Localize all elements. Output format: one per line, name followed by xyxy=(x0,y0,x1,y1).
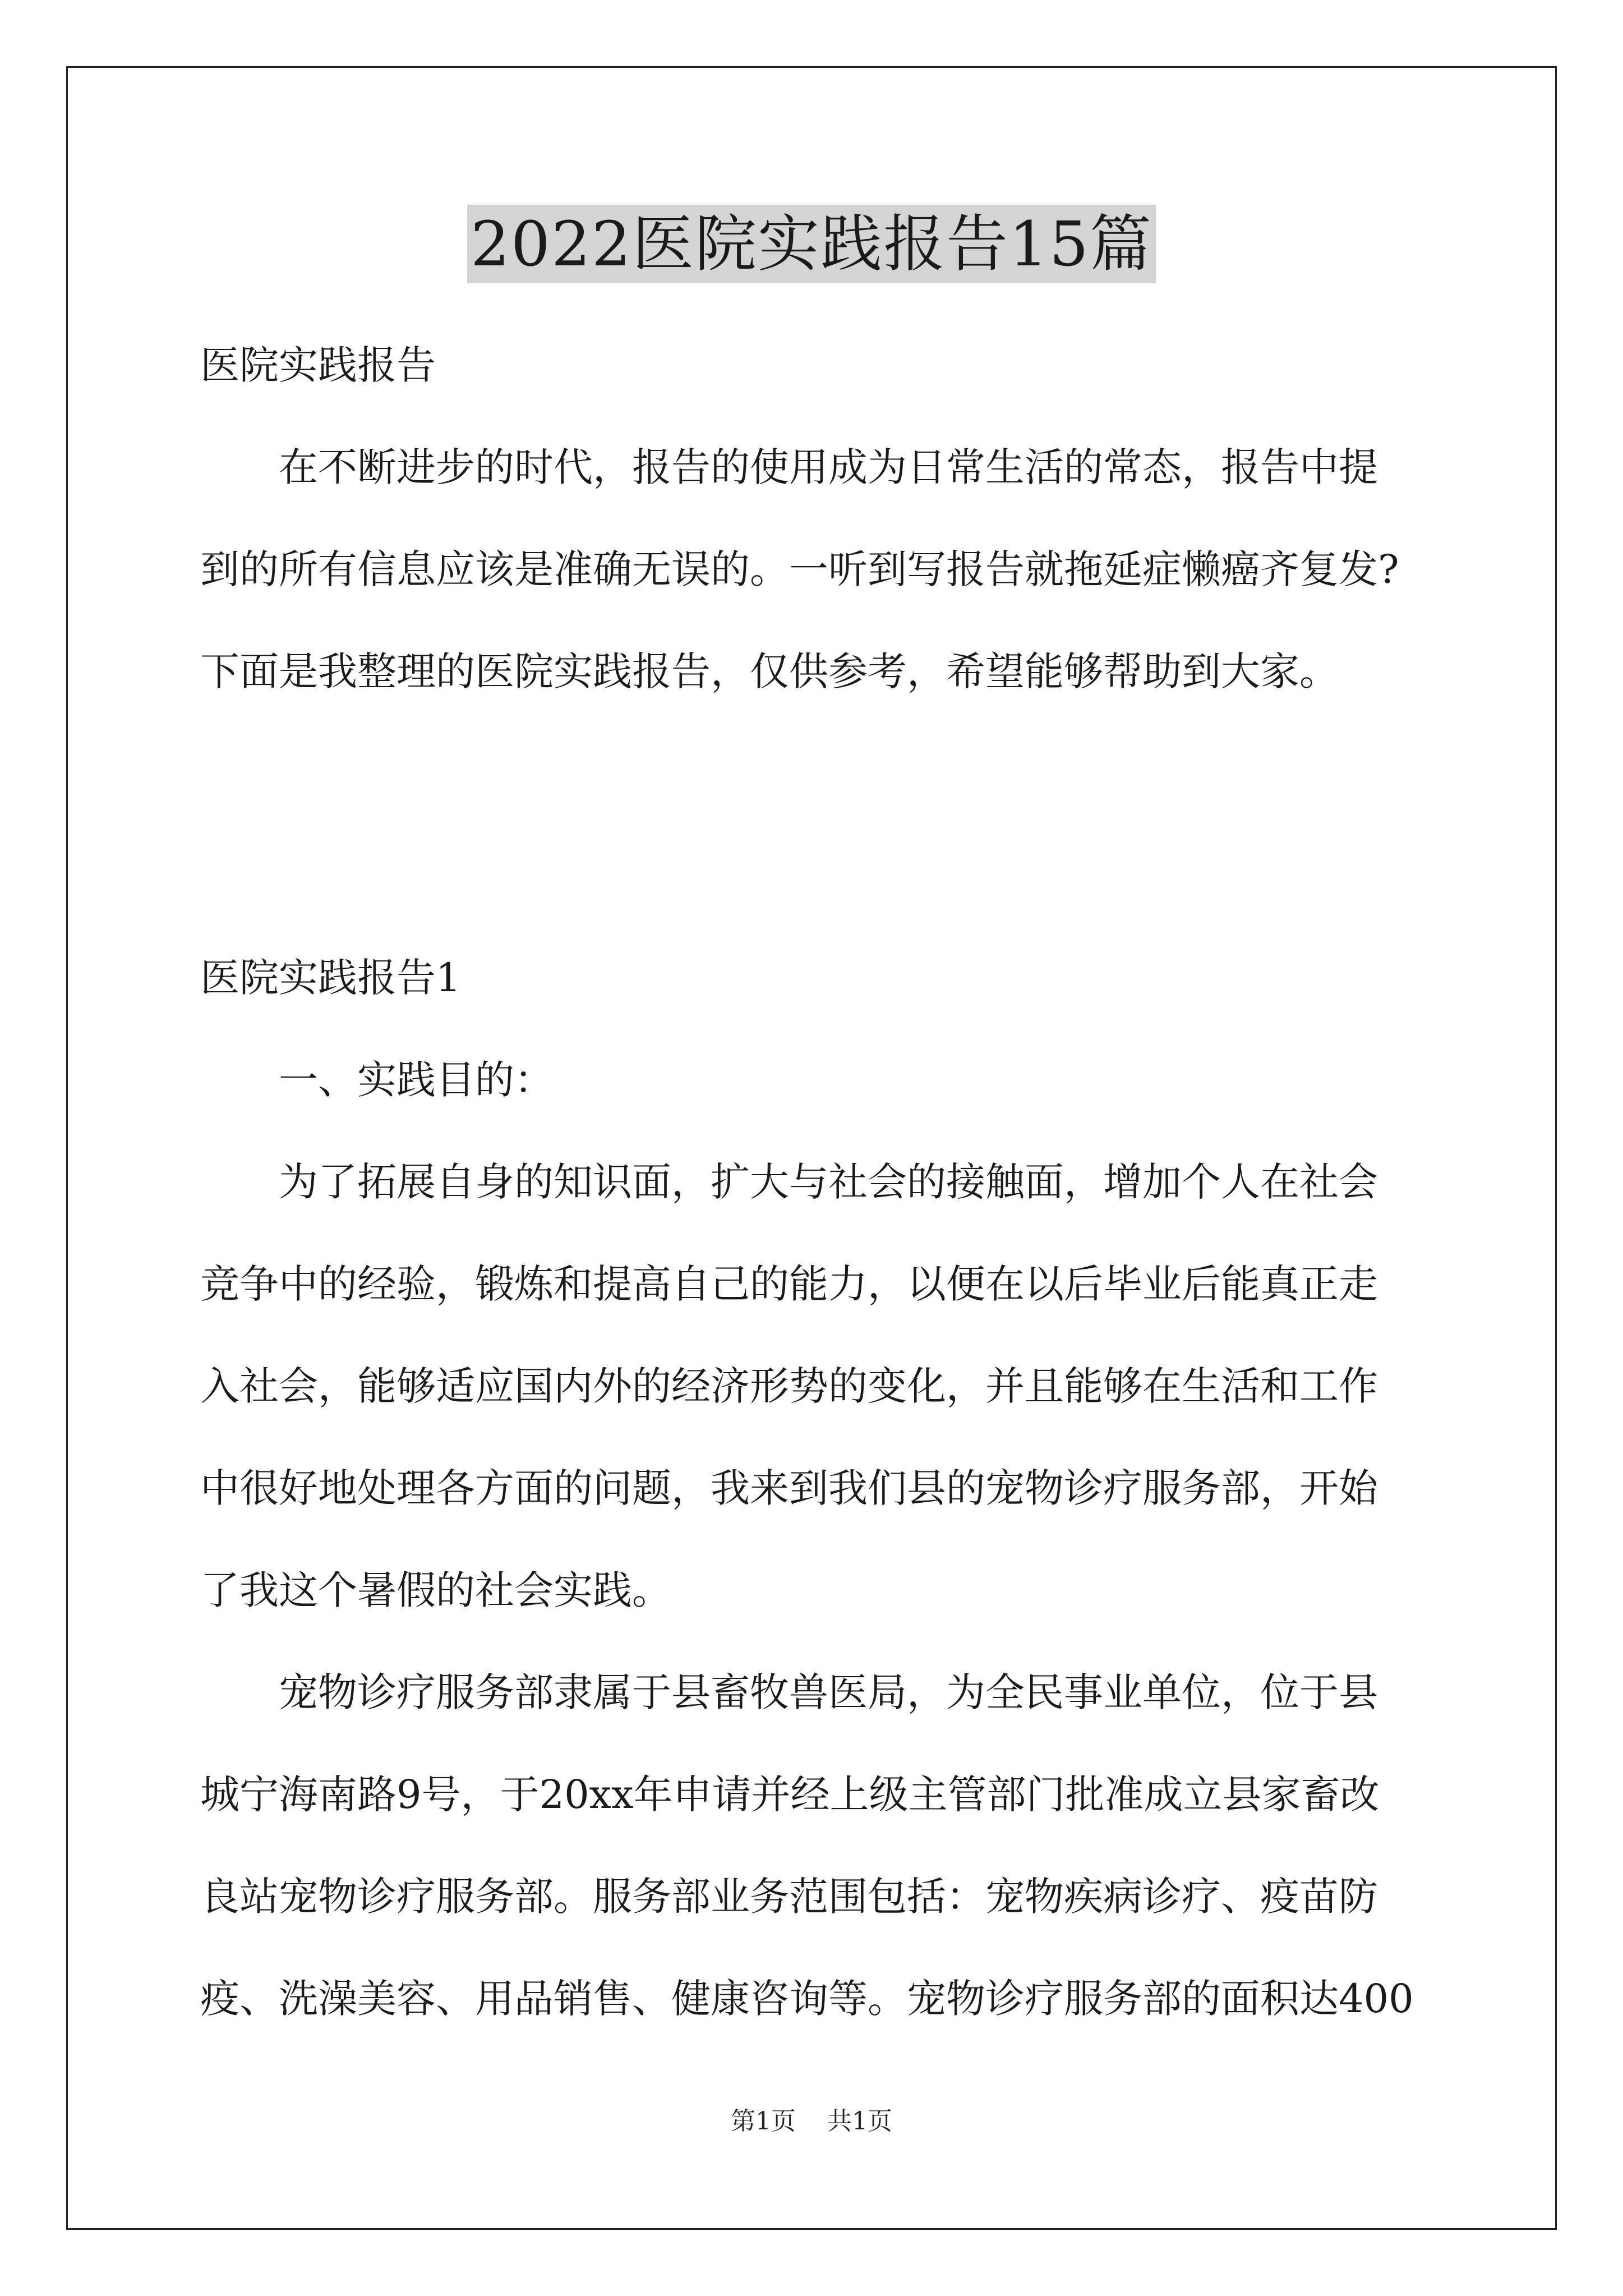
org-line-1: 宠物诊疗服务部隶属于县畜牧兽医局，为全民事业单位，位于县 xyxy=(279,1669,1378,1715)
page-number: 第1页 共1页 xyxy=(731,2107,892,2136)
purpose-heading: 一、实践目的： xyxy=(279,1057,554,1103)
section-heading: 医院实践报告 xyxy=(200,342,436,388)
org-line-2: 城宁海南路9号，于20xx年申请并经上级主管部门批准成立县家畜改 xyxy=(200,1772,1380,1818)
document-body xyxy=(200,314,1434,2050)
intro-line-2: 到的所有信息应该是准确无误的。一听到写报告就拖延症懒癌齐复发? xyxy=(200,546,1399,592)
org-line-4: 疫、洗澡美容、用品销售、健康咨询等。宠物诊疗服务部的面积达400 xyxy=(200,1976,1414,2022)
page-footer xyxy=(0,2101,1623,2137)
report-heading: 医院实践报告1 xyxy=(200,955,461,1001)
document-title: 2022医院实践报告15篇 xyxy=(467,205,1156,283)
intro-line-3: 下面是我整理的医院实践报告，仅供参考，希望能够帮助到大家。 xyxy=(200,648,1339,694)
purpose-line-3: 入社会，能够适应国内外的经济形势的变化，并且能够在生活和工作 xyxy=(200,1363,1378,1409)
purpose-line-5: 了我这个暑假的社会实践。 xyxy=(200,1567,671,1613)
title-container xyxy=(0,205,1623,283)
purpose-line-2: 竞争中的经验，锻炼和提高自己的能力，以便在以后毕业后能真正走 xyxy=(200,1261,1378,1307)
org-line-3: 良站宠物诊疗服务部。服务部业务范围包括：宠物疾病诊疗、疫苗防 xyxy=(200,1874,1378,1920)
paragraph-gap xyxy=(200,723,1434,927)
intro-line-1: 在不断进步的时代，报告的使用成为日常生活的常态，报告中提 xyxy=(279,444,1378,490)
purpose-line-4: 中很好地处理各方面的问题，我来到我们县的宠物诊疗服务部，开始 xyxy=(200,1465,1378,1511)
purpose-line-1: 为了拓展自身的知识面，扩大与社会的接触面，增加个人在社会 xyxy=(279,1159,1378,1205)
